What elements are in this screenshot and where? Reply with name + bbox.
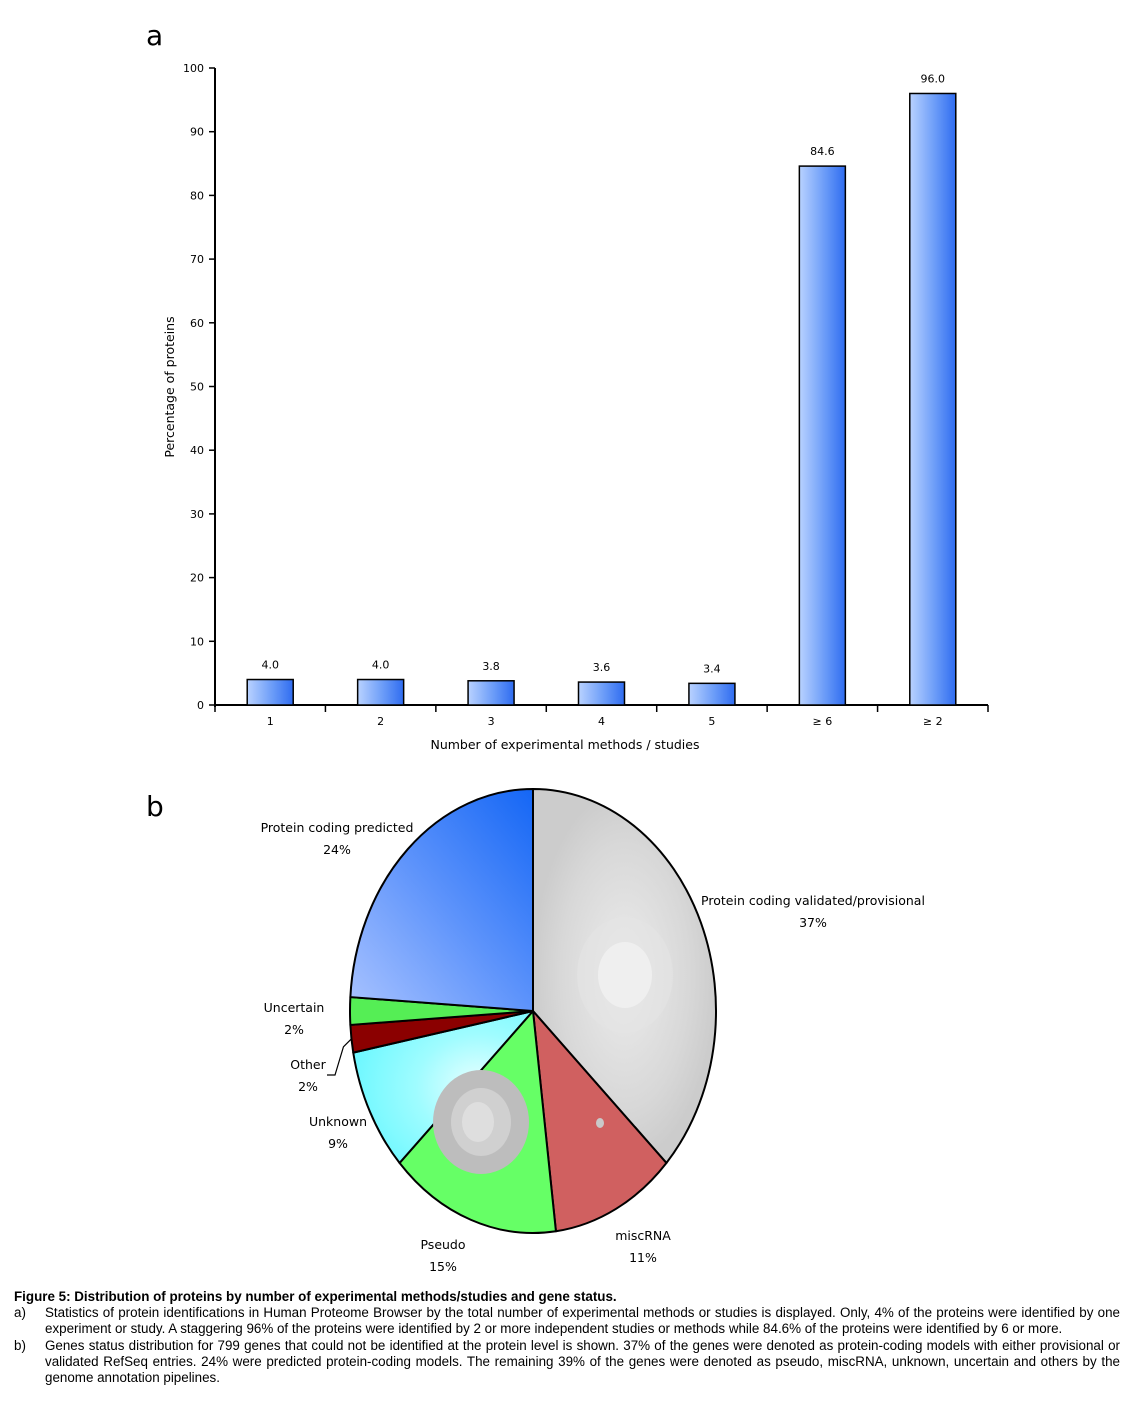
pie-slice-label: Uncertain: [263, 1000, 325, 1015]
caption-key-a: a): [14, 1305, 26, 1321]
x-category-label: 5: [708, 715, 716, 728]
y-tick-label: 50: [190, 380, 204, 394]
y-tick-label: 70: [190, 253, 204, 267]
x-axis-title: Number of experimental methods / studies: [430, 737, 700, 752]
bar-chart: [162, 62, 988, 752]
y-tick-label: 30: [190, 507, 204, 521]
bar-value-label: 96.0: [920, 72, 946, 86]
pie-slice-label: Protein coding validated/provisional: [701, 893, 925, 908]
caption-item-a: [14, 1305, 1120, 1337]
pie-slice-percent: 9%: [328, 1136, 348, 1151]
y-tick-label: 60: [190, 316, 204, 330]
bar: [247, 680, 293, 705]
bar: [910, 93, 956, 705]
pie-slice-label: Unknown: [308, 1114, 368, 1129]
pie-slice-label: Protein coding predicted: [260, 820, 414, 835]
bar-value-label: 3.8: [482, 659, 500, 673]
bar: [579, 682, 625, 705]
y-tick-label: 20: [190, 571, 204, 585]
bar-value-label: 3.4: [703, 662, 721, 676]
caption-item-b: [14, 1338, 1120, 1387]
x-category-label: 3: [487, 715, 495, 728]
pie-slice-percent: 2%: [284, 1022, 304, 1037]
y-tick-label: 80: [190, 189, 204, 203]
bar-value-label: 3.6: [592, 661, 611, 675]
caption-text-b: Genes status distribution for 799 genes that could not be identified at the protein level is shown. 37% of the genes were denoted as protein-coding models with either provisional or validated RefSeq entries. 24% were predicted protein-coding models. The remaining 39% of the genes were denoted as pseudo, miscRNA, unknown, uncertain and others by the genome annotation pipelines.: [45, 1337, 1120, 1386]
x-category-label: 4: [598, 715, 605, 728]
caption-key-b: b): [14, 1337, 26, 1353]
x-category-label: 2: [377, 715, 385, 728]
y-tick-label: 90: [190, 125, 204, 139]
pie-slice-percent: 2%: [298, 1079, 318, 1094]
bar: [799, 166, 845, 705]
y-tick-label: 10: [190, 635, 204, 649]
y-tick-label: 100: [183, 62, 204, 75]
y-axis-title: Percentage of proteins: [162, 316, 177, 458]
x-category-label: ≥ 2: [922, 715, 943, 728]
pie-slice-percent: 37%: [799, 915, 827, 930]
y-tick-label: 0: [197, 699, 204, 712]
slice-highlight: [596, 1118, 604, 1128]
pie-slice-percent: 15%: [429, 1259, 457, 1274]
bar-value-label: 4.0: [371, 658, 390, 672]
figure-caption: [14, 1289, 1120, 1386]
y-tick-label: 40: [190, 444, 204, 458]
bar-value-label: 84.6: [810, 145, 835, 159]
bar: [358, 680, 404, 705]
panel-letter-b: b: [146, 790, 164, 823]
slice-highlight: [598, 942, 652, 1008]
slice-highlight: [462, 1102, 494, 1142]
caption-text-a: Statistics of protein identifications in Human Proteome Browser by the total number of experimental methods or studies is displayed. Only, 4% of the proteins were identified by one experiment or study. A staggering 96% of the proteins were identified by 2 or more independent studies or methods while 84.6% of the proteins were identified by 6 or more.: [45, 1305, 1120, 1337]
bar-value-label: 4.0: [261, 658, 279, 672]
pie-slice-percent: 24%: [323, 842, 351, 857]
panel-letter-a: a: [146, 19, 164, 52]
pie-slice-percent: 11%: [629, 1250, 657, 1265]
pie-slice-label: Other: [290, 1057, 326, 1072]
leader-line: [327, 1039, 351, 1075]
x-category-label: ≥ 6: [812, 715, 833, 728]
pie-chart: [261, 789, 925, 1274]
pie-slice-label: Pseudo: [420, 1237, 466, 1252]
bar: [689, 683, 735, 705]
x-category-label: 1: [266, 715, 274, 728]
pie-slice-label: miscRNA: [615, 1228, 671, 1243]
caption-title: Figure 5: Distribution of proteins by number of experimental methods/studies and gene status.: [14, 1289, 617, 1304]
bar: [468, 681, 514, 705]
